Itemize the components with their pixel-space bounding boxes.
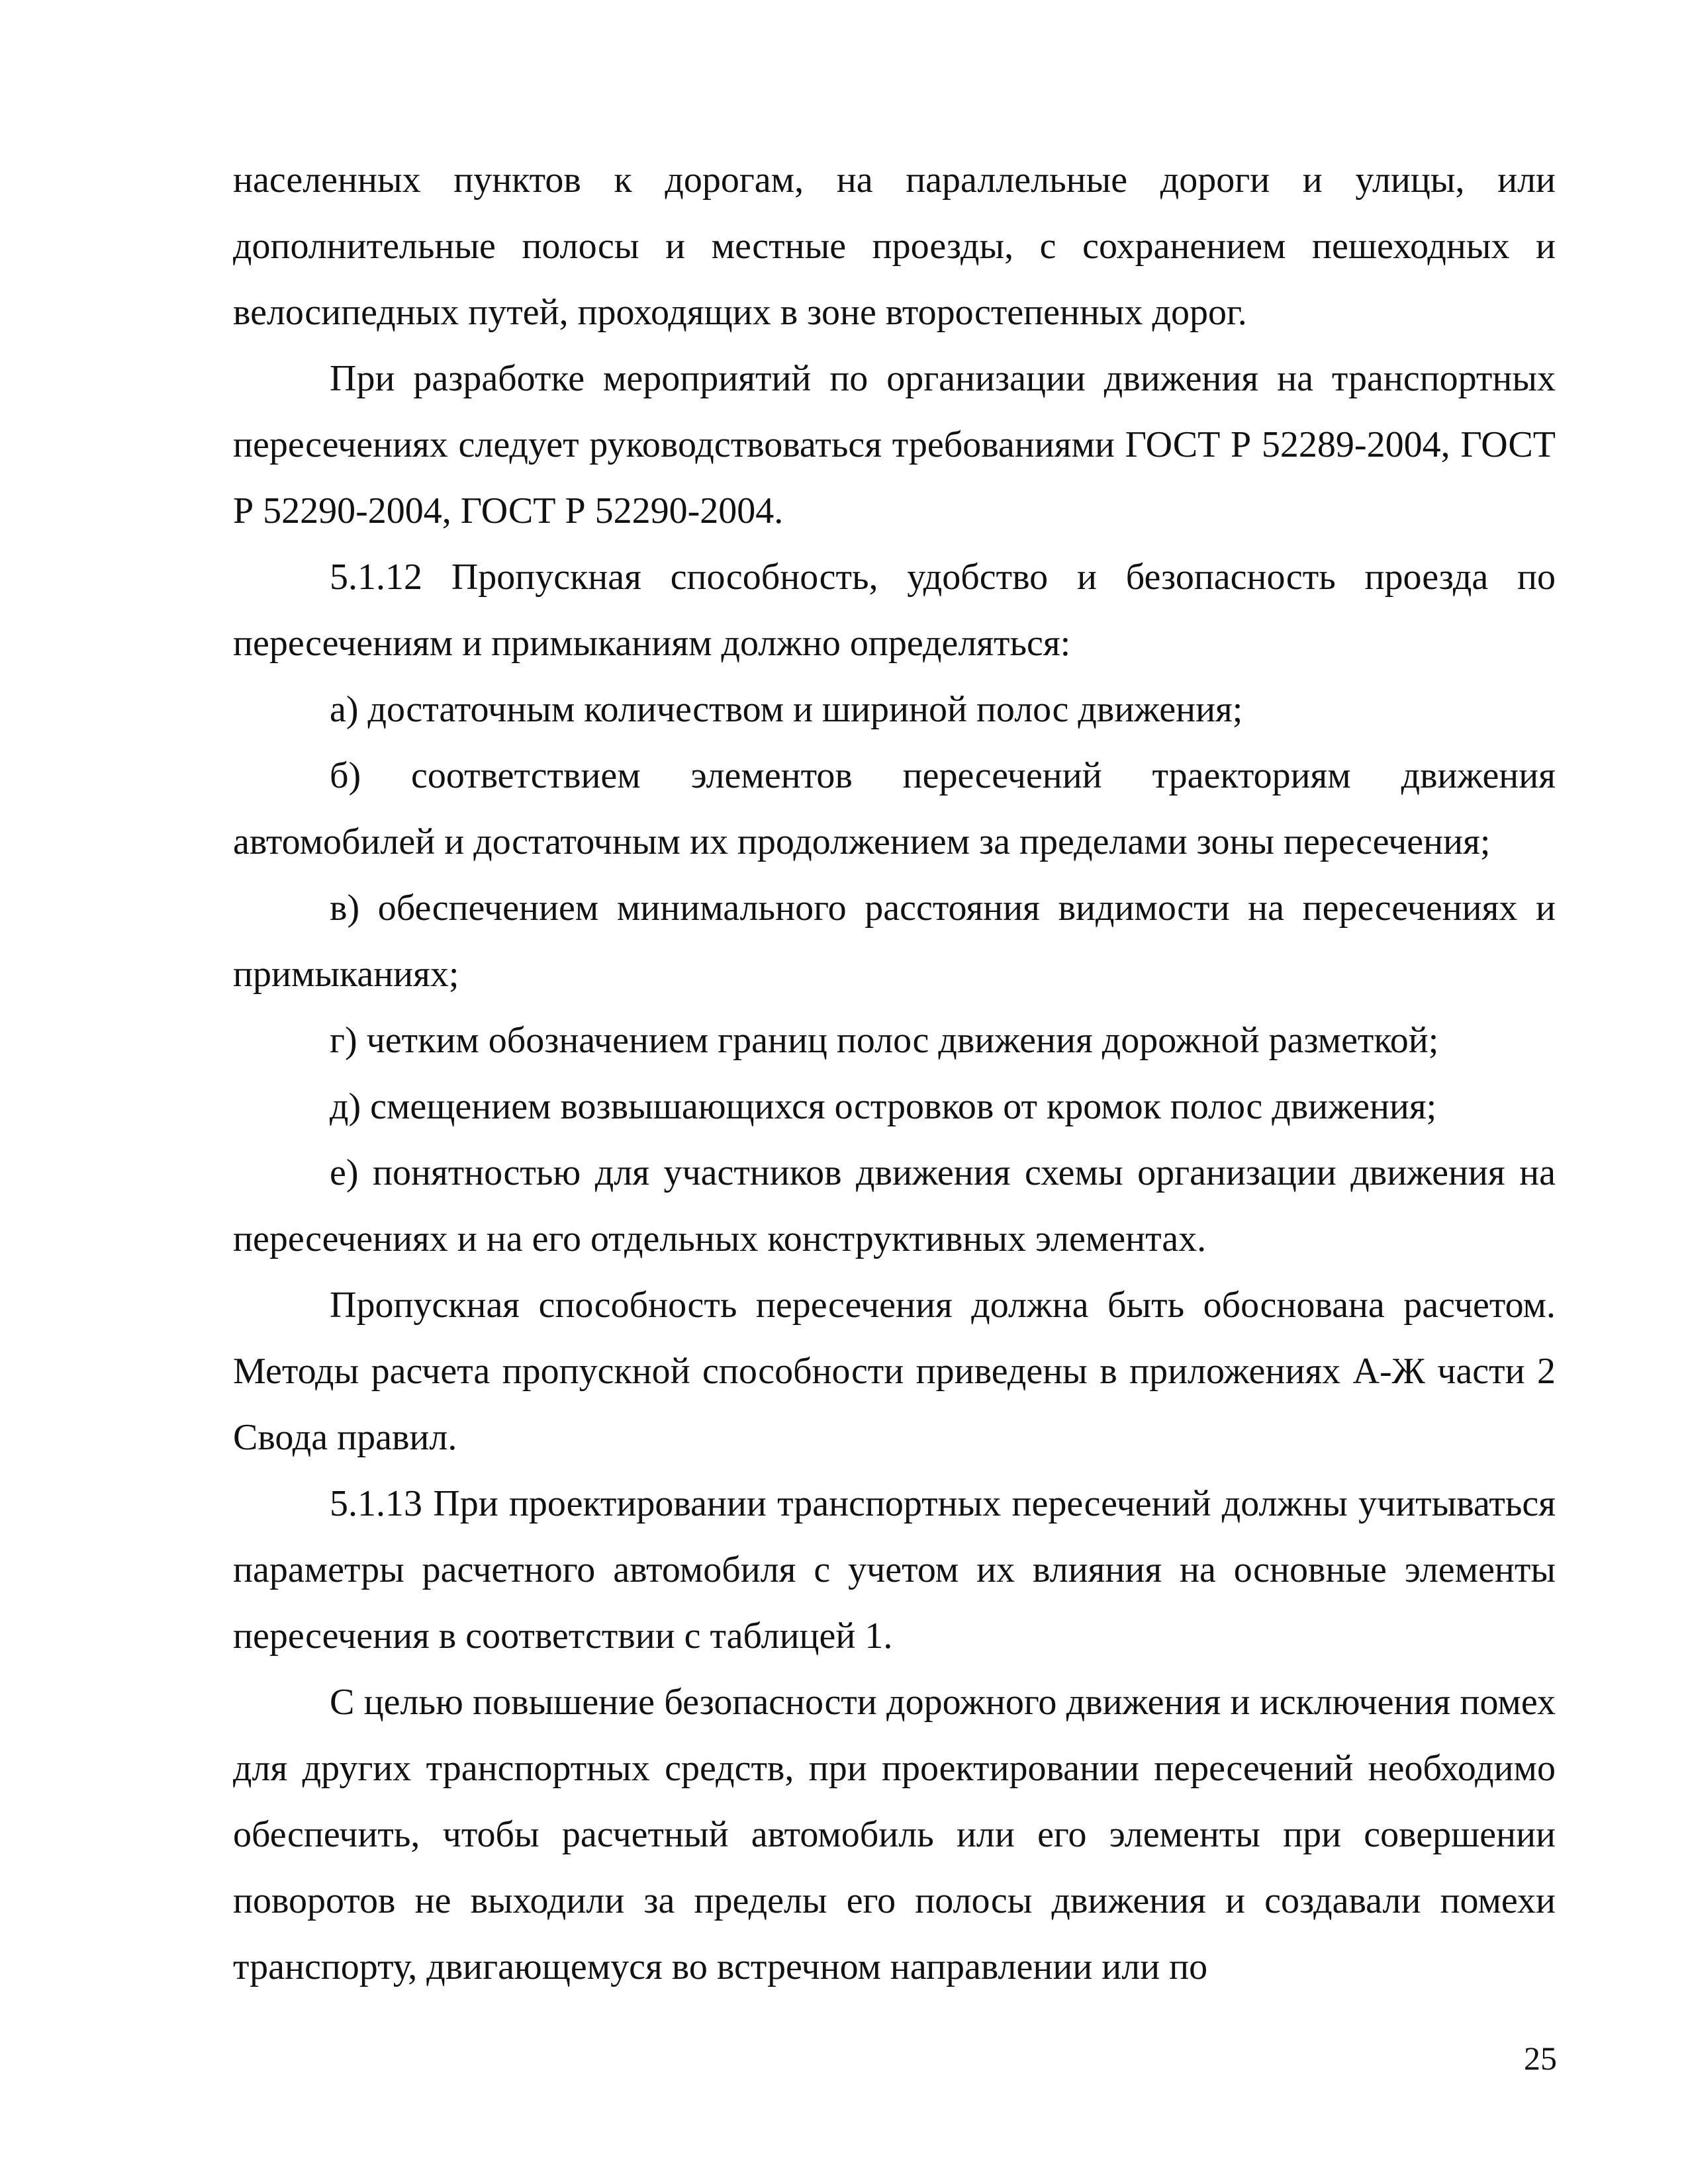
list-item-a: а) достаточным количеством и шириной полос движения; bbox=[330, 689, 1243, 730]
list-item-d: д) смещением возвышающихся островков от кромок полос движения; bbox=[330, 1086, 1437, 1127]
paragraph-5-1-13: 5.1.13 При проектировании транспортных пересечений должны учитываться параметры расчетного автомобиля с учетом их влияния на основные элементы пересечения в соответствии с таблицей 1. bbox=[233, 1483, 1556, 1657]
page-number: 25 bbox=[1524, 2040, 1557, 2077]
paragraph-gost-requirements: При разработке мероприятий по организации движения на транспортных пересечениях следует руководствоваться требованиями ГОСТ Р 52289-2004, ГОСТ Р 52290-2004, ГОСТ Р 52290-2004. bbox=[233, 358, 1556, 531]
document-page bbox=[233, 147, 1556, 2000]
list-item-g: г) четким обозначением границ полос движения дорожной разметкой; bbox=[330, 1020, 1439, 1061]
paragraph-5-1-12: 5.1.12 Пропускная способность, удобство и безопасность проезда по пересечениям и примыканиям должно определяться: bbox=[233, 557, 1556, 664]
paragraph-capacity: Пропускная способность пересечения должна быть обоснована расчетом. Методы расчета пропускной способности приведены в приложениях А-Ж части 2 Свода правил. bbox=[233, 1285, 1556, 1458]
paragraph-continuation: населенных пунктов к дорогам, на параллельные дороги и улицы, или дополнительные полосы и местные проезды, с сохранением пешеходных и велосипедных путей, проходящих в зоне второстепенных дорог. bbox=[233, 159, 1556, 333]
list-item-b: б) соответствием элементов пересечений траекториям движения автомобилей и достаточным их продолжением за пределами зоны пересечения; bbox=[233, 755, 1556, 862]
list-item-v: в) обеспечением минимального расстояния видимости на пересечениях и примыканиях; bbox=[233, 887, 1556, 995]
paragraph-safety: С целью повышение безопасности дорожного движения и исключения помех для других транспортных средств, при проектировании пересечений необходимо обеспечить, чтобы расчетный автомобиль или его элементы при совершении поворотов не выходили за пределы его полосы движения и создавали помехи транспорту, двигающемуся во встречном направлении или по bbox=[233, 1682, 1556, 1987]
list-item-e: е) понятностью для участников движения схемы организации движения на пересечениях и на его отдельных конструктивных элементах. bbox=[233, 1152, 1556, 1259]
